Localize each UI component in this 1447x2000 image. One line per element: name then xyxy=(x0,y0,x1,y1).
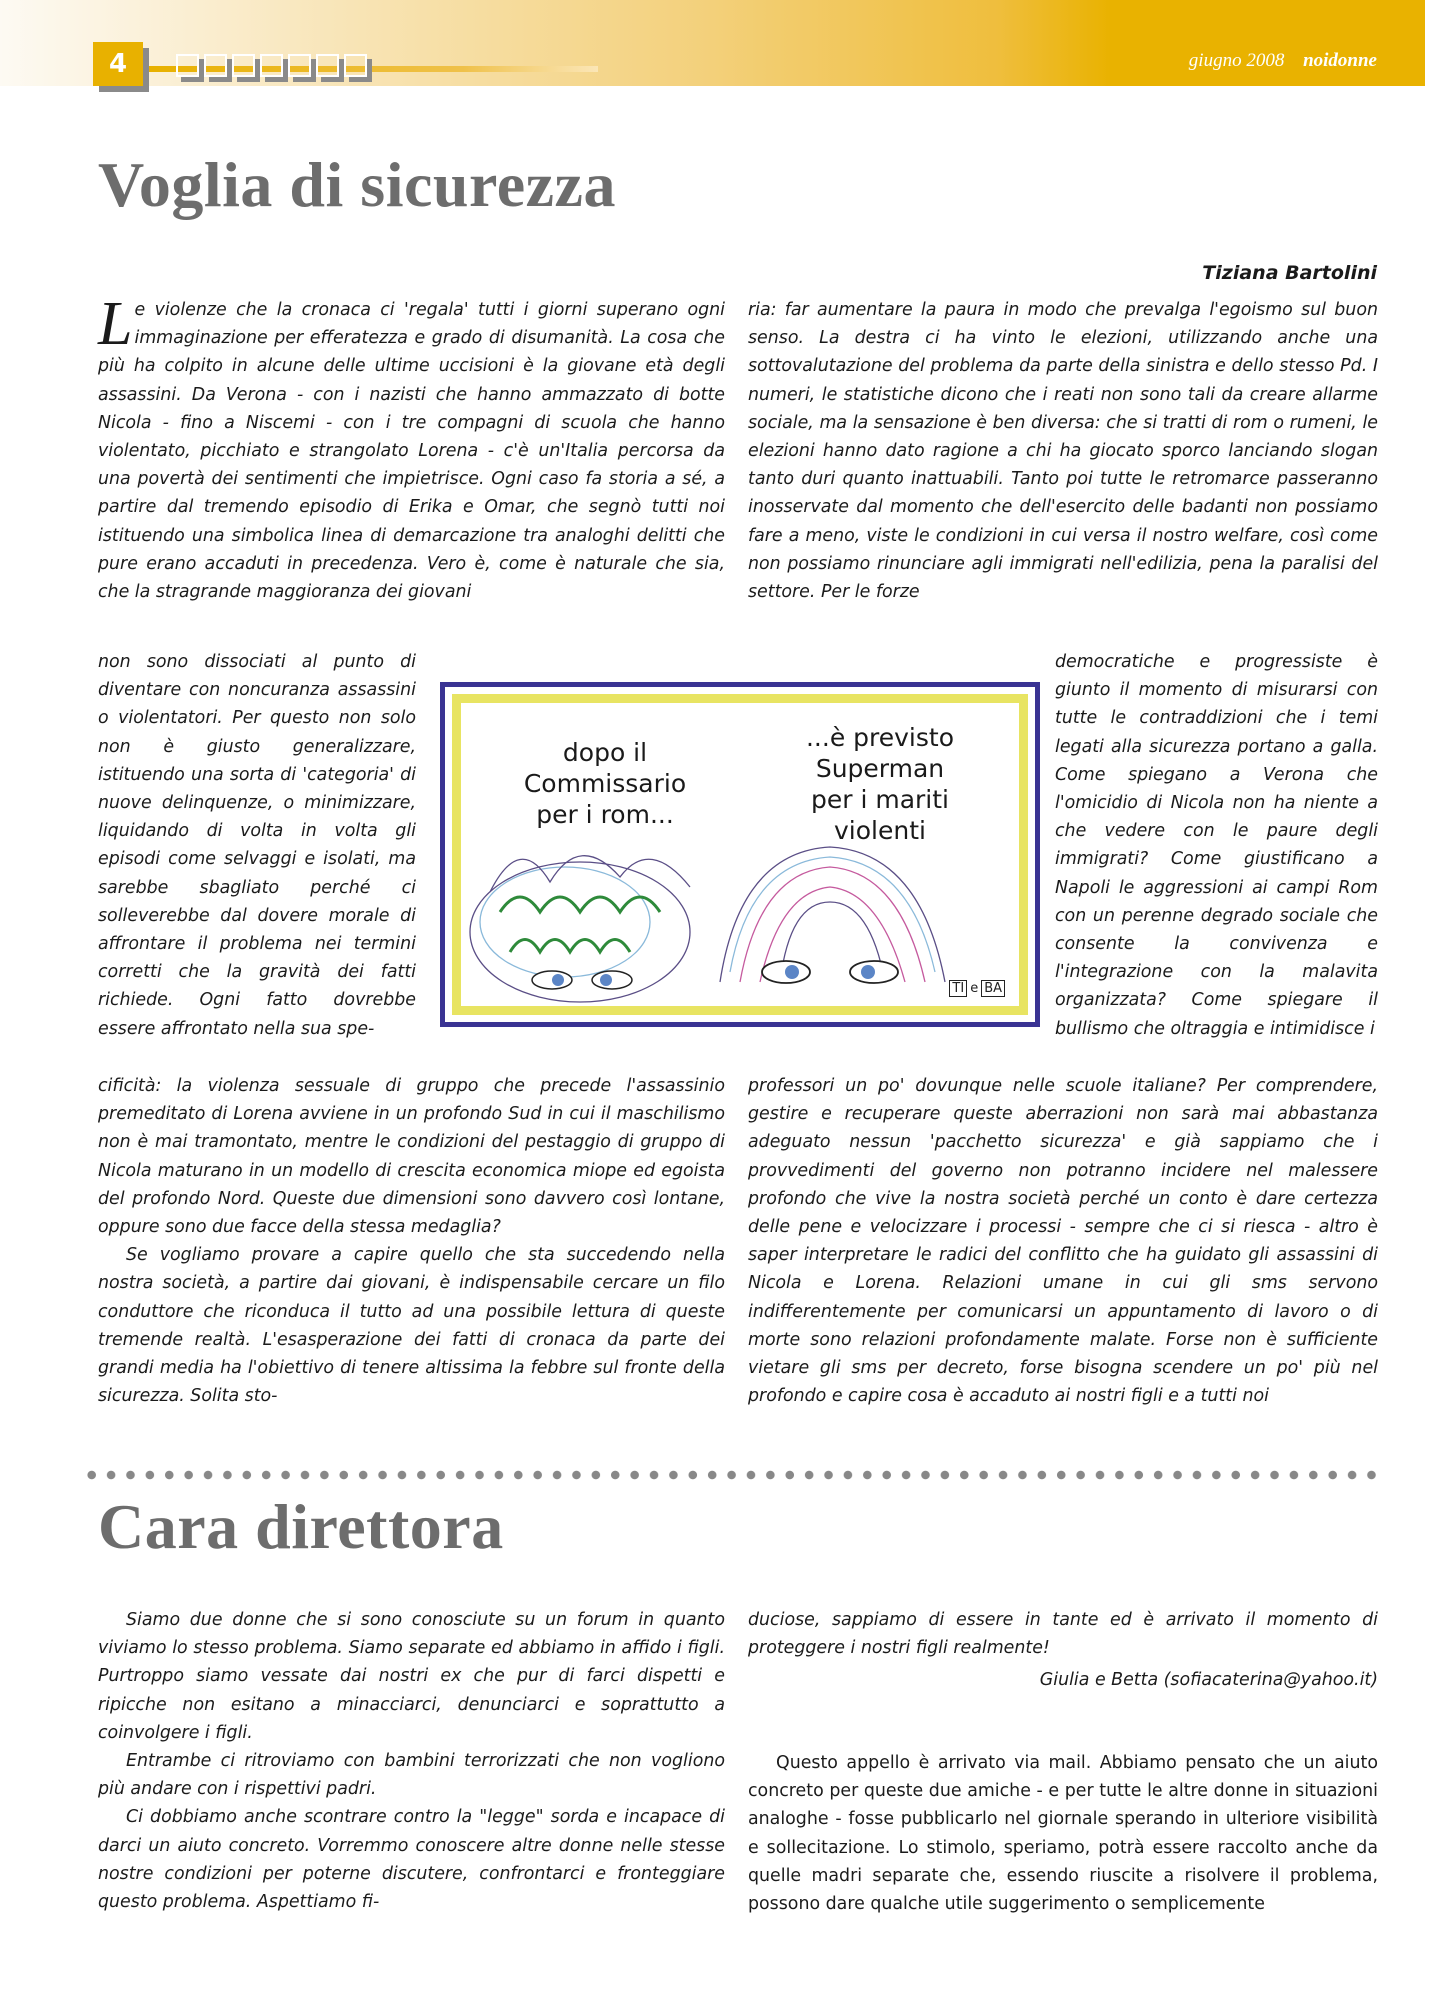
drop-cap: L xyxy=(98,290,133,358)
article-col1-side xyxy=(98,648,416,1043)
cartoon-caption-left: dopo il Commissario per i rom... xyxy=(523,738,687,829)
cartoon-illustration xyxy=(440,682,1040,1027)
letter-title: Cara direttora xyxy=(98,1491,504,1562)
letter-paragraph: Entrambe ci ritroviamo con bambini terrorizzati che non vogliono più andare con i rispettivi padri. xyxy=(98,1751,725,1800)
letter-col1 xyxy=(98,1606,725,1916)
article-paragraph: e violenze che la cronaca ci 'regala' tutti i giorni superano ogni immaginazione per efferatezza e grado di disumanità. La cosa che più ha colpito in alcune delle ultime uccisioni è la giovane età degli assassini. Da Verona - con i nazisti che hanno ammazzato di botte Nicola - fino a Niscemi - con i tre compagni di scuola che hanno violentato, picchiato e strangolato Lorena - c'è un'Italia percorsa da una povertà dei sentimenti che impietrisce. Ogni caso fa storia a sé, a partire dal tremendo episodio di Erika e Omar, che segnò tutti noi istituendo una simbolica linea di demarcazione tra analoghi delitti che pure erano accaduti in precedenza. Vero è, come è naturale che sia, che la stragrande maggioranza dei giovani xyxy=(98,300,725,603)
article-paragraph: cificità: la violenza sessuale di gruppo che precede l'assassinio premeditato di Lorena avviene in un profondo Sud in cui il maschilismo non è mai tramontato, mentre le condizioni del pestaggio di gruppo di Nicola maturano in un modello di crescita economica miope ed egoista del profondo Nord. Queste due dimensioni sono davvero così lontane, oppure sono due facce della stessa medaglia? xyxy=(98,1076,725,1238)
article-title: Voglia di sicurezza xyxy=(98,149,616,220)
issue-info xyxy=(1189,50,1377,72)
page-number: 4 xyxy=(93,42,143,86)
square-icon xyxy=(288,54,311,77)
article-col2-top xyxy=(748,296,1378,606)
decorative-squares xyxy=(176,54,367,77)
eyes-left-icon xyxy=(532,971,632,989)
article-col2-bottom xyxy=(748,1072,1378,1410)
letter-paragraph: duciose, sappiamo di essere in tante ed è arrivato il momento di proteggere i nostri figli realmente! xyxy=(748,1610,1378,1659)
article-col1-top xyxy=(98,290,725,606)
signature-initials-left: TI xyxy=(949,980,967,997)
signature-initials-right: BA xyxy=(981,980,1005,997)
cartoon-signature xyxy=(949,980,1005,997)
letter-col2 xyxy=(748,1606,1378,1695)
cartoon-caption-right: ...è previsto Superman per i mariti violenti xyxy=(805,723,954,845)
dotted-divider xyxy=(82,1470,1382,1480)
issue-date: giugno 2008 xyxy=(1188,50,1285,71)
article-author: Tiziana Bartolini xyxy=(1202,262,1377,284)
magazine-name: noidonne xyxy=(1303,50,1377,71)
square-icon xyxy=(260,54,283,77)
article-paragraph: democratiche e progressiste è giunto il momento di misurarsi con tutte le contraddizioni che i temi legati alla sicurezza portano a galla. Come spiegano a Verona che l'omicidio di Nicola non ha niente a che vedere con le paure degli immigrati? Come giustificano a Napoli le aggressioni ai campi Rom con un perenne degrado sociale che consente la convivenza e l'integrazione con la malavita organizzata? Come spiegare il bullismo che oltraggia e intimidisce i xyxy=(1055,652,1378,1039)
editor-reply xyxy=(748,1749,1378,1918)
square-icon xyxy=(344,54,367,77)
article-col1-bottom xyxy=(98,1072,725,1410)
article-col2-side xyxy=(1055,648,1378,1043)
article-paragraph: non sono dissociati al punto di diventare con noncuranza assassini o violentatori. Per questo non solo non è giusto generalizzare, istituendo una sorta di 'categoria' di nuove delinquenze, o minimizzare, liquidando di volta in volta gli episodi come selvaggi e isolati, ma sarebbe sbagliato perché ci solleverebbe dal dovere morale di affrontare il problema nei termini corretti che la gravità dei fatti richiede. Ogni fatto dovrebbe essere affrontato nella sua spe- xyxy=(98,652,416,1039)
signature-conjunction: e xyxy=(970,981,979,996)
article-paragraph: professori un po' dovunque nelle scuole italiane? Per comprendere, gestire e recuperare queste aberrazioni non sarà mai abbastanza adeguato nessun 'pacchetto sicurezza' e già sappiamo che i provvedimenti del governo non potranno incidere nel malessere profondo che vive la nostra società perché un conto è dare certezza delle pene e velocizzare i processi - sempre che ci si riesca - altro è saper interpretare le radici del conflitto che ha guidato gli assassini di Nicola e Lorena. Relazioni umane in cui gli sms servono indifferentemente per comunicarsi un appuntamento di lavoro o di morte sono relazioni profondamente malate. Forse non è sufficiente vietare gli sms per decreto, forse bisogna scendere un po' più nel profondo e capire cosa è accaduto ai nostri figli e a tutti noi xyxy=(748,1076,1378,1407)
letter-signature: Giulia e Betta (sofiacaterina@yahoo.it) xyxy=(1039,1670,1378,1691)
article-paragraph: Se vogliamo provare a capire quello che sta succedendo nella nostra società, a partire dai giovani, è indispensabile cercare un filo conduttore che riconduca il tutto ad una possibile lettura di queste tremende realtà. L'esasperazione dei fatti di cronaca da parte dei grandi media ha l'obiettivo di tenere altissima la febbre sul fronte della sicurezza. Solita sto- xyxy=(98,1245,725,1407)
spiky-hair-icon xyxy=(720,847,945,982)
square-icon xyxy=(176,54,199,77)
square-icon xyxy=(232,54,255,77)
square-icon xyxy=(204,54,227,77)
square-icon xyxy=(316,54,339,77)
reply-paragraph: Questo appello è arrivato via mail. Abbiamo pensato che un aiuto concreto per queste due amiche - e per tutte le altre donne in situazioni analoghe - fosse pubblicarlo nel giornale sperando in ulteriore visibilità e sollecitazione. Lo stimolo, speriamo, potrà essere raccolto anche da quelle madri separate che, essendo riuscite a risolvere il problema, possono dare qualche utile suggerimento o semplicemente xyxy=(748,1753,1378,1915)
letter-paragraph: Ci dobbiamo anche scontrare contro la "legge" sorda e incapace di darci un aiuto concreto. Vorremmo conoscere altre donne nelle stesse nostre condizioni per poterne discutere, confrontarci e fronteggiare questo problema. Aspettiamo fi- xyxy=(98,1807,725,1913)
article-paragraph: ria: far aumentare la paura in modo che prevalga l'egoismo sul buon senso. La destra ci ha vinto le elezioni, utilizzando anche una sottovalutazione del problema da parte della sinistra e dello stesso Pd. I numeri, le statistiche dicono che i reati non sono tali da creare allarme sociale, ma la sensazione è ben diversa: che si tratti di rom o rumeni, le elezioni hanno dato ragione a chi ha giocato sporco lanciando slogan tanto duri quanto inattuabili. Tanto poi tutte le retromarce passeranno inosservate dal momento che dell'esercito delle badanti non possiamo fare a meno, viste le condizioni in cui versa il nostro welfare, così come non possiamo rinunciare agli immigrati nell'edilizia, pena la paralisi del settore. Per le forze xyxy=(748,300,1378,603)
eyes-right-icon xyxy=(762,961,898,983)
cartoon-drawing xyxy=(440,682,1040,1027)
curly-hair-icon xyxy=(470,856,690,1002)
letter-paragraph: Siamo due donne che si sono conosciute su un forum in quanto viviamo lo stesso problema. Siamo separate ed abbiamo in affido i figli. Purtroppo siamo vessate dai nostri ex che pur di farci dispetti e ripicche non esitano a minacciarci, denunciarci e soprattutto a coinvolgere i figli. xyxy=(98,1610,725,1743)
